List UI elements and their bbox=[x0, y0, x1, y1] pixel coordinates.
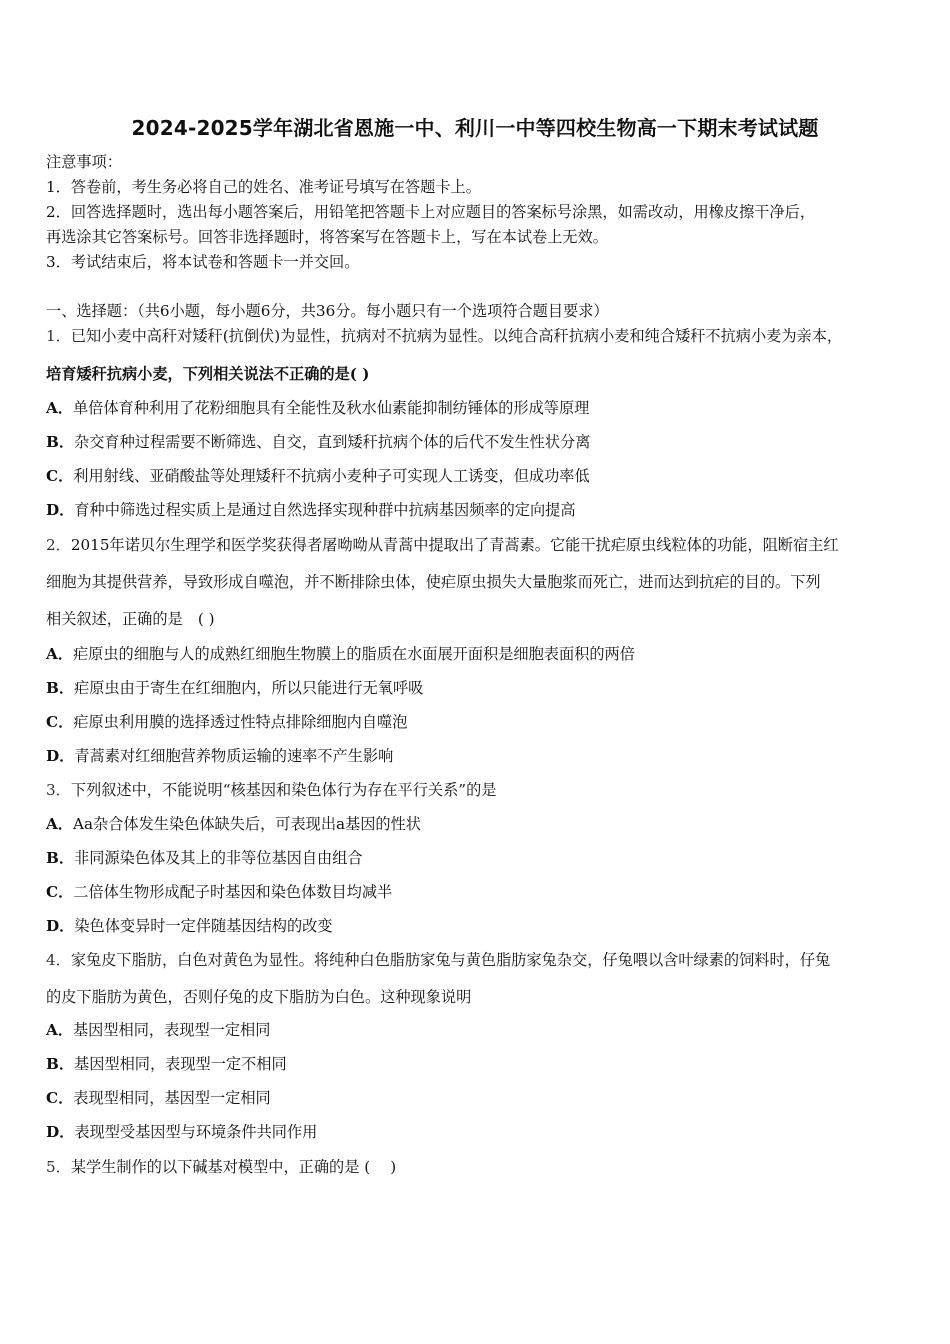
option-letter: B． bbox=[46, 433, 75, 451]
option-letter: C． bbox=[46, 713, 74, 731]
question-stem-text: 下列叙述中，不能说明“核基因和染色体行为存在平行关系”的是 bbox=[70, 781, 497, 799]
question-1-option-a bbox=[46, 398, 589, 418]
notice-item: 再选涂其它答案标号。回答非选择题时，将答案写在答题卡上，写在本试卷上无效。 bbox=[46, 228, 608, 246]
option-letter: C． bbox=[46, 467, 74, 485]
question-3-option-a bbox=[46, 814, 421, 834]
option-text: 疟原虫由于寄生在红细胞内，所以只能进行无氧呼吸 bbox=[74, 679, 424, 697]
option-text: 染色体变异时一定伴随基因结构的改变 bbox=[74, 917, 333, 935]
question-stem-text: 已知小麦中高秆对矮秆(抗倒伏)为显性，抗病对不抗病为显性。以纯合高秆抗病小麦和纯合矮秆不抗病小麦为亲本， bbox=[70, 327, 843, 345]
question-4-option-d bbox=[46, 1122, 317, 1142]
question-2-option-d bbox=[46, 746, 393, 766]
question-5-stem-line bbox=[46, 1157, 396, 1177]
question-2-option-c bbox=[46, 712, 407, 732]
option-text: 杂交育种过程需要不断筛选、自交，直到矮秆抗病个体的后代不发生性状分离 bbox=[74, 433, 591, 451]
question-number: 1． bbox=[46, 327, 71, 345]
question-3-stem-line bbox=[46, 780, 496, 800]
option-letter: D． bbox=[46, 917, 75, 935]
question-1-option-d bbox=[46, 500, 576, 520]
question-4-option-a bbox=[46, 1020, 270, 1040]
option-text: 基因型相同，表现型一定相同 bbox=[72, 1021, 271, 1039]
notice-item: 2．回答选择题时，选出每小题答案后，用铅笔把答题卡上对应题目的答案标号涂黑，如需改动，用橡皮擦干净后， bbox=[46, 203, 816, 221]
option-text: 利用射线、亚硝酸盐等处理矮秆不抗病小麦种子可实现人工诱变，但成功率低 bbox=[73, 467, 590, 485]
question-number: 4． bbox=[46, 951, 71, 969]
option-text: 疟原虫利用膜的选择透过性特点排除细胞内自噬泡 bbox=[73, 713, 408, 731]
option-letter: B． bbox=[46, 1055, 75, 1073]
option-text: 单倍体育种利用了花粉细胞具有全能性及秋水仙素能抑制纺锤体的形成等原理 bbox=[72, 399, 590, 417]
option-text: Aa杂合体发生染色体缺失后，可表现出a基因的性状 bbox=[72, 815, 421, 833]
question-1-option-c bbox=[46, 466, 590, 486]
question-2-stem-line: 相关叙述，正确的是 ( ) bbox=[46, 610, 215, 628]
option-letter: A． bbox=[46, 645, 73, 663]
option-letter: C． bbox=[46, 1089, 74, 1107]
question-4-option-c bbox=[46, 1088, 271, 1108]
option-text: 基因型相同，表现型一定不相同 bbox=[74, 1055, 287, 1073]
question-stem-text: 2015年诺贝尔生理学和医学奖获得者屠呦呦从青蒿中提取出了青蒿素。它能干扰疟原虫线粒体的功能，阻断宿主红 bbox=[70, 536, 839, 554]
option-text: 二倍体生物形成配子时基因和染色体数目均减半 bbox=[73, 883, 393, 901]
page-title: 2024-2025学年湖北省恩施一中、利川一中等四校生物高一下期末考试试题 bbox=[131, 116, 819, 140]
notice-heading: 注意事项： bbox=[46, 153, 122, 171]
question-2-stem-line: 细胞为其提供营养，导致形成自噬泡，并不断排除虫体，使疟原虫损失大量胞浆而死亡，进而达到抗疟的目的。下列 bbox=[46, 573, 821, 591]
question-1-option-b bbox=[46, 432, 590, 452]
question-2-option-a bbox=[46, 644, 635, 664]
question-number: 5． bbox=[46, 1158, 71, 1176]
question-1-stem-line: 培育矮秆抗病小麦，下列相关说法不正确的是( ) bbox=[46, 365, 370, 383]
notice-item: 1．答卷前，考生务必将自己的姓名、准考证号填写在答题卡上。 bbox=[46, 178, 481, 196]
question-number: 2． bbox=[46, 536, 71, 554]
option-letter: D． bbox=[46, 1123, 75, 1141]
question-3-option-b bbox=[46, 848, 363, 868]
section-heading: 一、选择题：（共6小题，每小题6分，共36分。每小题只有一个选项符合题目要求） bbox=[46, 302, 609, 320]
question-4-stem-line bbox=[46, 950, 830, 970]
option-text: 青蒿素对红细胞营养物质运输的速率不产生影响 bbox=[74, 747, 394, 765]
question-2-stem-line bbox=[46, 535, 839, 555]
option-letter: D． bbox=[46, 747, 75, 765]
option-letter: B． bbox=[46, 849, 75, 867]
question-1-stem-line bbox=[46, 326, 842, 346]
option-text: 疟原虫的细胞与人的成熟红细胞生物膜上的脂质在水面展开面积是细胞表面积的两倍 bbox=[72, 645, 635, 663]
option-text: 表现型相同，基因型一定相同 bbox=[73, 1089, 271, 1107]
option-letter: D． bbox=[46, 501, 75, 519]
option-text: 育种中筛选过程实质上是通过自然选择实现种群中抗病基因频率的定向提高 bbox=[74, 501, 576, 519]
option-letter: A． bbox=[46, 815, 73, 833]
option-letter: A． bbox=[46, 1021, 73, 1039]
question-2-option-b bbox=[46, 678, 423, 698]
question-4-stem-line: 的皮下脂肪为黄色，否则仔兔的皮下脂肪为白色。这种现象说明 bbox=[46, 988, 472, 1006]
option-text: 非同源染色体及其上的非等位基因自由组合 bbox=[74, 849, 363, 867]
option-letter: B． bbox=[46, 679, 75, 697]
option-text: 表现型受基因型与环境条件共同作用 bbox=[74, 1123, 318, 1141]
question-stem-text: 家兔皮下脂肪，白色对黄色为显性。将纯种白色脂肪家兔与黄色脂肪家兔杂交，仔兔喂以含叶绿素的饲料时，仔兔 bbox=[70, 951, 831, 969]
question-4-option-b bbox=[46, 1054, 287, 1074]
option-letter: A． bbox=[46, 399, 73, 417]
question-number: 3． bbox=[46, 781, 71, 799]
question-3-option-d bbox=[46, 916, 333, 936]
question-3-option-c bbox=[46, 882, 392, 902]
option-letter: C． bbox=[46, 883, 74, 901]
notice-item: 3．考试结束后，将本试卷和答题卡一并交回。 bbox=[46, 253, 360, 271]
question-stem-text: 某学生制作的以下碱基对模型中，正确的是 ( ) bbox=[70, 1158, 397, 1176]
